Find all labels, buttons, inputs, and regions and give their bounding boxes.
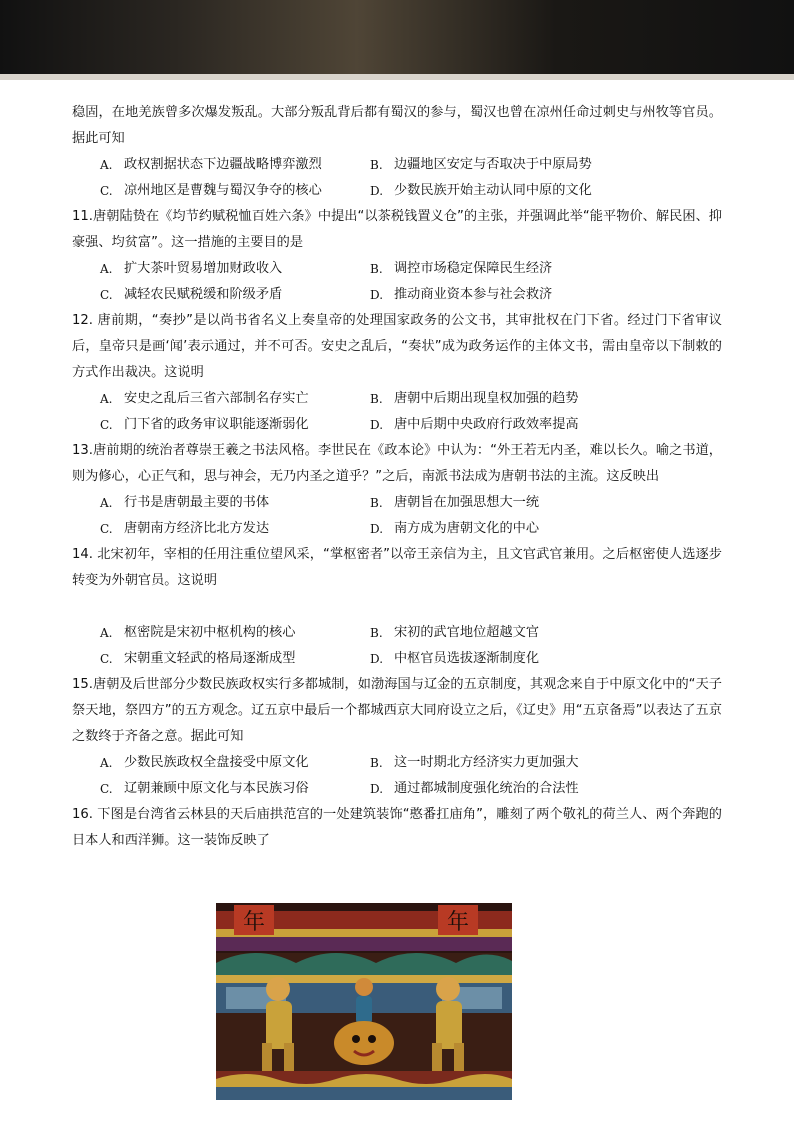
q12-options (100, 386, 722, 438)
q10-stem: 稳固，在地羌族曾多次爆发叛乱。大部分叛乱背后都有蜀汉的参与，蜀汉也曾在凉州任命过刺史与州牧等官员。据此可知 (72, 105, 722, 146)
q12-option-c[interactable]: C. 门下省的政务审议职能逐渐弱化 (100, 417, 309, 432)
q14-options (100, 620, 722, 672)
q14-stem: 14. 北宋初年，宰相的任用注重位望风采，“掌枢密者”以帝王亲信为主，且文官武官兼用。之后枢密使人选逐步转变为外朝官员。这说明 (72, 547, 722, 588)
q10-option-a[interactable]: A. 政权割据状态下边疆战略博弈激烈 (100, 157, 322, 172)
q15-option-a[interactable]: A. 少数民族政权全盘接受中原文化 (100, 755, 309, 770)
q11-stem: 11.唐朝陆贽在《均节约赋税恤百姓六条》中提出“以茶税钱置义仓”的主张，并强调此举“能平物价、解民困、抑豪强、均贫富”。这一措施的主要目的是 (72, 209, 722, 250)
q11-option-d[interactable]: D. 推动商业资本参与社会救济 (370, 287, 553, 302)
q15-option-b[interactable]: B. 这一时期北方经济实力更加强大 (370, 755, 579, 770)
q13-option-a[interactable]: A. 行书是唐朝最主要的书体 (100, 495, 270, 510)
q15-options (100, 750, 722, 802)
svg-text:年: 年 (446, 910, 470, 935)
q14-spacer (72, 594, 722, 620)
q13-options (100, 490, 722, 542)
q11-option-a[interactable]: A. 扩大茶叶贸易增加财政收入 (100, 261, 283, 276)
q13-option-d[interactable]: D. 南方成为唐朝文化的中心 (370, 521, 540, 536)
q15-option-d[interactable]: D. 通过都城制度强化统治的合法性 (370, 781, 579, 796)
header-photo-strip (0, 0, 794, 80)
q15-stem: 15.唐朝及后世部分少数民族政权实行多都城制，如渤海国与辽金的五京制度，其观念来自于中原文化中的“天子祭天地，祭四方”的五方观念。辽五京中最后一个都城西京大同府设立之后，《辽史》用“五京备焉”以表达了五京之数终于齐备之意。据此可知 (72, 677, 722, 744)
temple-carving-photo (216, 903, 512, 1100)
q16-stem: 16. 下图是台湾省云林县的天后庙拱范宫的一处建筑装饰“憨番扛庙角”，雕刻了两个敬礼的荷兰人、两个奔跑的日本人和西洋狮。这一装饰反映了 (72, 807, 722, 848)
q14-option-b[interactable]: B. 宋初的武官地位超越文官 (370, 625, 540, 640)
q15-option-c[interactable]: C. 辽朝兼顾中原文化与本民族习俗 (100, 781, 309, 796)
q10-option-c[interactable]: C. 凉州地区是曹魏与蜀汉争夺的核心 (100, 183, 322, 198)
q10-option-b[interactable]: B. 边疆地区安定与否取决于中原局势 (370, 157, 592, 172)
q12-option-b[interactable]: B. 唐朝中后期出现皇权加强的趋势 (370, 391, 579, 406)
exam-content (72, 100, 722, 854)
q10-options (100, 152, 722, 204)
q12-option-d[interactable]: D. 唐中后期中央政府行政效率提高 (370, 417, 579, 432)
q11-option-b[interactable]: B. 调控市场稳定保障民生经济 (370, 261, 553, 276)
temple-carving-icon (216, 903, 512, 1100)
q12-option-a[interactable]: A. 安史之乱后三省六部制名存实亡 (100, 391, 309, 406)
q10-option-d[interactable]: D. 少数民族开始主动认同中原的文化 (370, 183, 592, 198)
q13-option-b[interactable]: B. 唐朝旨在加强思想大一统 (370, 495, 540, 510)
q14-option-c[interactable]: C. 宋朝重文轻武的格局逐渐成型 (100, 651, 296, 666)
q11-options (100, 256, 722, 308)
q11-option-c[interactable]: C. 减轻农民赋税缓和阶级矛盾 (100, 287, 283, 302)
q13-stem: 13.唐前期的统治者尊崇王羲之书法风格。李世民在《政本论》中认为：“外王若无内圣，难以长久。喻之书道，则为修心，心正气和，思与神会，无乃内圣之道乎？”之后，南派书法成为唐朝书法的主流。这反映出 (72, 443, 722, 484)
q13-option-c[interactable]: C. 唐朝南方经济比北方发达 (100, 521, 270, 536)
header-photo-band (0, 74, 794, 80)
q14-option-a[interactable]: A. 枢密院是宋初中枢机构的核心 (100, 625, 296, 640)
q14-option-d[interactable]: D. 中枢官员选拔逐渐制度化 (370, 651, 540, 666)
svg-text:年: 年 (242, 910, 266, 935)
q12-stem: 12. 唐前期，“奏抄”是以尚书省名义上奏皇帝的处理国家政务的公文书，其审批权在门下省。经过门下省审议后，皇帝只是画‘闻’表示通过，并不可否。安史之乱后，“奏状”成为政务运作的主体文书，需由皇帝以下制敕的方式作出裁决。这说明 (72, 313, 722, 380)
